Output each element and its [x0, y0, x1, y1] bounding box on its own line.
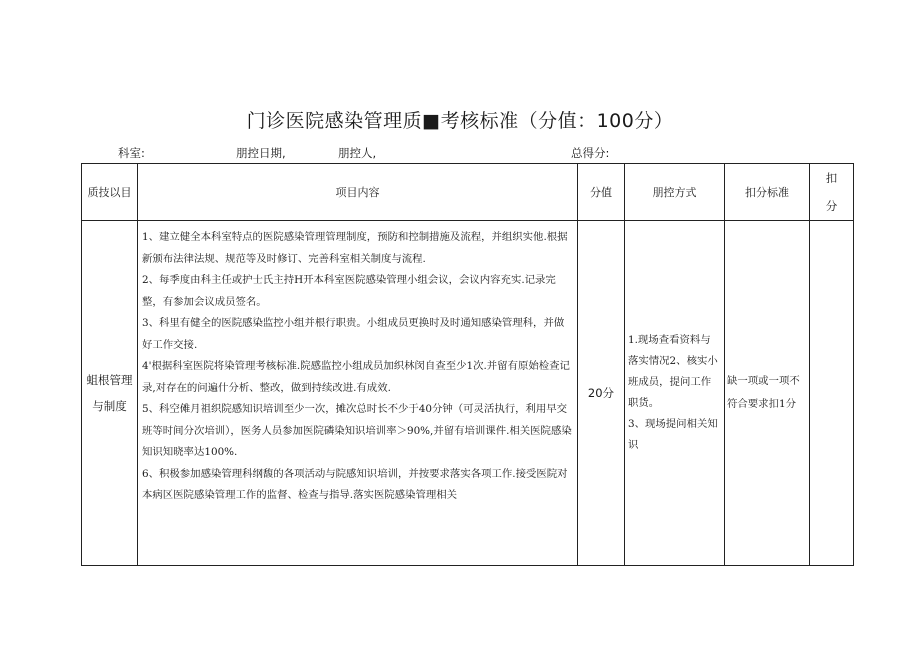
row-content: [138, 221, 578, 566]
header-deduct: [810, 164, 854, 221]
row-method: [625, 221, 725, 566]
row-category: [82, 221, 138, 566]
page-title: 门诊医院感染管理质■考核标准（分值：100分）: [246, 110, 674, 132]
header-method: 朋控方式: [625, 164, 725, 221]
table-header-row: [82, 164, 854, 221]
department-label: 科室:: [118, 146, 145, 160]
content-item-4: 4'根据科室医院将染管理考核标准.院感监控小组成员加织林闵自查至少1次.并留有原始检查记录,对存在的问遍什分析、整改，做到持续改进.有成效.: [142, 360, 570, 394]
method-part-1: 1.现场查看资料与落实情况2、核实小班成员，提问工作职货。: [628, 334, 718, 409]
content-item-3: 3、科里有健全的医院感染监控小组并根行职贵。小组成员更换时及时通知感染管理科，并做好工作交接.: [142, 317, 565, 351]
header-category: 质技以目: [82, 164, 138, 221]
content-item-2: 2、每季度由科主任或护士氏主持H开本科室医院感染管理小组会议，会议内容充实.记录完整，有参加会议成员签名。: [142, 274, 556, 308]
assessment-table: [81, 163, 854, 566]
total-score-label: 总得分:: [571, 146, 610, 160]
meta-row: [0, 145, 920, 163]
content-item-6: 6、积极参加感染管理科纲馥的各项活动与院感知识培训，并按要求落实各项工作.接受医院对本病区医院感染管理工作的监督、检查与指导.落实医院感染管理相关: [142, 467, 568, 501]
table-row: [82, 221, 854, 566]
method-part-2: 3、现场提问相关知识: [628, 418, 718, 451]
row-standard: 缺一项或一项不符合要求扣1分: [725, 221, 810, 566]
header-standard: 扣分标准: [725, 164, 810, 221]
row-category-line2: 与制度: [92, 399, 127, 413]
header-content: 项目内容: [138, 164, 578, 221]
header-deduct-line1: 扣: [825, 171, 838, 185]
row-deduct[interactable]: [810, 221, 854, 566]
row-category-line1: 蛆根管理: [86, 373, 133, 387]
row-score: 20分: [578, 221, 625, 566]
inspector-label: 朋控人,: [338, 146, 377, 160]
content-item-5: 5、科空傩月祖织院感知识培训至少一次，摊次总时长不少于40分钟（可灵活执行，利用早交班等时间分次培训），医务人员参加医院磷染知识培训率＞90%,并留有培训课件.相关医院感染知识知晓率达100%.: [142, 403, 572, 458]
content-item-1: 1、建立健全本科室特点的医院感染管理管理制度，预防和控制措施及流程，并组织实他.根据新颁布法律法规、规范等及时修订、完善科室相关制度与流程.: [142, 231, 568, 265]
header-deduct-line2: 分: [825, 199, 838, 213]
header-score: 分值: [578, 164, 625, 221]
inspection-date-label: 朋控日期,: [236, 146, 286, 160]
